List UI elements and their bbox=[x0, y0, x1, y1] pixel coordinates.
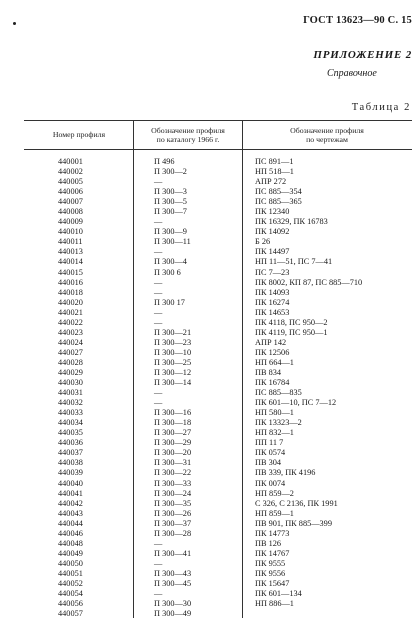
profile-number: 440050 bbox=[58, 558, 83, 568]
profile-number: 440021 bbox=[58, 307, 83, 317]
table-row bbox=[0, 187, 420, 197]
table-row bbox=[0, 539, 420, 549]
catalog-designation: П 300—28 bbox=[154, 528, 192, 538]
catalog-designation: П 300—49 bbox=[154, 609, 192, 619]
drawing-designation: ПК 8002, КП 87, ПС 885—710 bbox=[255, 277, 363, 287]
table-title: Таблица 2 bbox=[351, 102, 411, 113]
table-row bbox=[0, 398, 420, 408]
profile-number: 440028 bbox=[58, 357, 83, 367]
table-row bbox=[0, 318, 420, 328]
table-row bbox=[0, 298, 420, 308]
drawing-designation: ПК 9556 bbox=[255, 568, 286, 578]
drawing-designation: ПК 0074 bbox=[255, 478, 286, 488]
table-row bbox=[0, 569, 420, 579]
catalog-designation: П 300—29 bbox=[154, 438, 192, 448]
profile-number: 440035 bbox=[58, 428, 83, 438]
table-row bbox=[0, 278, 420, 288]
catalog-designation: П 300—43 bbox=[154, 568, 192, 578]
profile-number: 440022 bbox=[58, 317, 83, 327]
profile-number: 440057 bbox=[58, 609, 83, 619]
catalog-designation: П 300—9 bbox=[154, 227, 187, 237]
table-row bbox=[0, 207, 420, 217]
drawing-designation: ПК 14767 bbox=[255, 548, 290, 558]
table-row bbox=[0, 358, 420, 368]
appendix-status: Справочное bbox=[327, 68, 377, 79]
column-header-line: Обозначение профиля bbox=[290, 126, 364, 135]
table-row bbox=[0, 197, 420, 207]
table-row bbox=[0, 408, 420, 418]
table-row bbox=[0, 368, 420, 378]
catalog-designation: — bbox=[154, 307, 163, 317]
drawing-designation: ПС 885—365 bbox=[255, 197, 302, 207]
drawing-designation: ПК 13323—2 bbox=[255, 418, 302, 428]
table-row bbox=[0, 609, 420, 619]
catalog-designation: П 496 bbox=[154, 157, 175, 166]
drawing-designation: НП 859—2 bbox=[255, 488, 294, 498]
table-row bbox=[0, 257, 420, 267]
catalog-designation: — bbox=[154, 287, 163, 297]
drawing-designation: ПВ 126 bbox=[255, 538, 282, 548]
drawing-designation: ПП 11 7 bbox=[255, 438, 284, 448]
table-row bbox=[0, 489, 420, 499]
column-header-line: по каталогу 1966 г. bbox=[156, 135, 220, 144]
profile-number: 440033 bbox=[58, 408, 83, 418]
drawing-designation: АПР 142 bbox=[255, 337, 287, 347]
catalog-designation: П 300—33 bbox=[154, 478, 192, 488]
catalog-designation: П 300—26 bbox=[154, 508, 192, 518]
profile-number: 440041 bbox=[58, 488, 83, 498]
catalog-designation: П 300 17 bbox=[154, 297, 185, 307]
table-row bbox=[0, 288, 420, 298]
table-row bbox=[0, 549, 420, 559]
profile-number: 440039 bbox=[58, 468, 83, 478]
column-header-catalog bbox=[134, 126, 242, 144]
profile-number: 440034 bbox=[58, 418, 83, 428]
drawing-designation: НП 518—1 bbox=[255, 167, 294, 177]
table-row bbox=[0, 338, 420, 348]
catalog-designation: — bbox=[154, 317, 163, 327]
drawing-designation: ПС 885—835 bbox=[255, 388, 302, 398]
drawing-designation: ПВ 834 bbox=[255, 367, 282, 377]
catalog-designation: П 300 6 bbox=[154, 267, 181, 277]
catalog-designation: П 300—45 bbox=[154, 578, 192, 588]
catalog-designation: П 300—35 bbox=[154, 498, 192, 508]
table-row bbox=[0, 268, 420, 278]
table-row bbox=[0, 479, 420, 489]
drawing-designation: НП 859—1 bbox=[255, 508, 294, 518]
profile-number: 440014 bbox=[58, 257, 83, 267]
table-row bbox=[0, 378, 420, 388]
table-row bbox=[0, 217, 420, 227]
catalog-designation: П 300—14 bbox=[154, 378, 192, 388]
catalog-designation: П 300—31 bbox=[154, 458, 192, 468]
profile-number: 440049 bbox=[58, 548, 83, 558]
catalog-designation: П 300—12 bbox=[154, 367, 192, 377]
catalog-designation: П 300—30 bbox=[154, 599, 192, 609]
drawing-designation: ПС 7—23 bbox=[255, 267, 290, 277]
profile-number: 440048 bbox=[58, 538, 83, 548]
drawing-designation: НП 11—51, ПС 7—41 bbox=[255, 257, 333, 267]
profile-number: 440005 bbox=[58, 177, 83, 187]
catalog-designation: П 300—22 bbox=[154, 468, 192, 478]
profile-number: 440051 bbox=[58, 568, 83, 578]
table-row bbox=[0, 519, 420, 529]
drawing-designation: НП 832—1 bbox=[255, 428, 294, 438]
catalog-designation: П 300—24 bbox=[154, 488, 192, 498]
drawing-designation: Б 26 bbox=[255, 237, 271, 247]
catalog-designation: — bbox=[154, 589, 163, 599]
table-row bbox=[0, 247, 420, 257]
catalog-designation: П 300—37 bbox=[154, 518, 192, 528]
profile-number: 440011 bbox=[58, 237, 83, 247]
profile-number: 440043 bbox=[58, 508, 83, 518]
catalog-designation: П 300—41 bbox=[154, 548, 192, 558]
table-row bbox=[0, 388, 420, 398]
catalog-designation: — bbox=[154, 398, 163, 408]
drawing-designation: ПК 4118, ПС 950—2 bbox=[255, 317, 328, 327]
profile-number: 440016 bbox=[58, 277, 83, 287]
column-header-line: Номер профиля bbox=[52, 130, 106, 139]
profile-number: 440018 bbox=[58, 287, 83, 297]
catalog-designation: П 300—11 bbox=[154, 237, 191, 247]
profile-number: 440007 bbox=[58, 197, 83, 207]
catalog-designation: — bbox=[154, 217, 163, 227]
table-row bbox=[0, 448, 420, 458]
profile-number: 440038 bbox=[58, 458, 83, 468]
table-row bbox=[0, 237, 420, 247]
drawing-designation: НП 886—1 bbox=[255, 599, 294, 609]
table-row bbox=[0, 227, 420, 237]
table-row bbox=[0, 468, 420, 478]
profile-number: 440046 bbox=[58, 528, 83, 538]
catalog-designation: П 300—4 bbox=[154, 257, 187, 267]
drawing-designation: ПК 16274 bbox=[255, 297, 290, 307]
profile-number: 440044 bbox=[58, 518, 83, 528]
drawing-designation: ПК 14092 bbox=[255, 227, 290, 237]
catalog-designation: П 300—16 bbox=[154, 408, 192, 418]
page-mark bbox=[13, 22, 16, 25]
profile-number: 440054 bbox=[58, 589, 83, 599]
drawing-designation: НП 580—1 bbox=[255, 408, 294, 418]
table-row bbox=[0, 458, 420, 468]
catalog-designation: П 300—2 bbox=[154, 167, 187, 177]
profile-number: 440052 bbox=[58, 578, 83, 588]
column-header-drawing bbox=[243, 126, 411, 144]
profile-number: 440029 bbox=[58, 367, 83, 377]
drawing-designation: АПР 272 bbox=[255, 177, 287, 187]
profile-number: 440020 bbox=[58, 297, 83, 307]
profile-number: 440027 bbox=[58, 347, 83, 357]
column-header-code bbox=[26, 130, 132, 139]
profile-number: 440040 bbox=[58, 478, 83, 488]
drawing-designation: ПВ 339, ПК 4196 bbox=[255, 468, 316, 478]
profile-number: 440015 bbox=[58, 267, 83, 277]
catalog-designation: — bbox=[154, 558, 163, 568]
table-row bbox=[0, 499, 420, 509]
catalog-designation: — bbox=[154, 277, 163, 287]
drawing-designation: ПВ 304 bbox=[255, 458, 282, 468]
drawing-designation: ПК 14653 bbox=[255, 307, 290, 317]
drawing-designation: НП 664—1 bbox=[255, 357, 294, 367]
catalog-designation: П 300—3 bbox=[154, 187, 187, 197]
table-row bbox=[0, 167, 420, 177]
profile-number: 440006 bbox=[58, 187, 83, 197]
profile-number: 440009 bbox=[58, 217, 83, 227]
table-row bbox=[0, 328, 420, 338]
catalog-designation: П 300—23 bbox=[154, 337, 192, 347]
table-row bbox=[0, 438, 420, 448]
drawing-designation: ПК 9555 bbox=[255, 558, 286, 568]
table-row bbox=[0, 559, 420, 569]
drawing-designation: ПК 601—134 bbox=[255, 589, 302, 599]
profile-number: 440002 bbox=[58, 167, 83, 177]
appendix-title: ПРИЛОЖЕНИЕ 2 bbox=[313, 49, 412, 61]
drawing-designation: ПК 12506 bbox=[255, 347, 290, 357]
table-row bbox=[0, 509, 420, 519]
table-row bbox=[0, 157, 420, 167]
table-row bbox=[0, 589, 420, 599]
table-row bbox=[0, 428, 420, 438]
drawing-designation: ПВ 901, ПК 885—399 bbox=[255, 518, 332, 528]
profile-number: 440013 bbox=[58, 247, 83, 257]
catalog-designation: П 300—21 bbox=[154, 327, 192, 337]
profile-number: 440023 bbox=[58, 327, 83, 337]
profile-number: 440008 bbox=[58, 207, 83, 217]
table-row bbox=[0, 308, 420, 318]
drawing-designation: ПК 14093 bbox=[255, 287, 290, 297]
catalog-designation: П 300—7 bbox=[154, 207, 187, 217]
profile-number: 440042 bbox=[58, 498, 83, 508]
catalog-designation: П 300—20 bbox=[154, 448, 192, 458]
catalog-designation: П 300—10 bbox=[154, 347, 192, 357]
column-header-line: Обозначение профиля bbox=[151, 126, 225, 135]
table-row bbox=[0, 177, 420, 187]
column-header-line: по чертежам bbox=[306, 135, 348, 144]
drawing-designation: ПК 4119, ПС 950—1 bbox=[255, 327, 328, 337]
profile-number: 440056 bbox=[58, 599, 83, 609]
profile-number: 440032 bbox=[58, 398, 83, 408]
catalog-designation: П 300—25 bbox=[154, 357, 192, 367]
table-row bbox=[0, 529, 420, 539]
profile-number: 440001 bbox=[58, 157, 83, 166]
table-row bbox=[0, 599, 420, 609]
drawing-designation: ПК 601—10, ПС 7—12 bbox=[255, 398, 337, 408]
drawing-designation: ПК 12340 bbox=[255, 207, 290, 217]
table-body bbox=[0, 157, 420, 619]
table-row bbox=[0, 579, 420, 589]
catalog-designation: П 300—5 bbox=[154, 197, 187, 207]
drawing-designation: ПК 15647 bbox=[255, 578, 290, 588]
drawing-designation: ПК 14773 bbox=[255, 528, 290, 538]
catalog-designation: — bbox=[154, 388, 163, 398]
catalog-designation: — bbox=[154, 538, 163, 548]
catalog-designation: — bbox=[154, 247, 163, 257]
drawing-designation: ПК 16329, ПК 16783 bbox=[255, 217, 328, 227]
document-header: ГОСТ 13623—90 С. 15 bbox=[303, 15, 412, 26]
profile-number: 440037 bbox=[58, 448, 83, 458]
profile-number: 440024 bbox=[58, 337, 83, 347]
drawing-designation: ПС 885—354 bbox=[255, 187, 302, 197]
catalog-designation: П 300—27 bbox=[154, 428, 192, 438]
profile-number: 440031 bbox=[58, 388, 83, 398]
profile-number: 440036 bbox=[58, 438, 83, 448]
catalog-designation: — bbox=[154, 177, 163, 187]
profile-number: 440030 bbox=[58, 378, 83, 388]
profile-number: 440010 bbox=[58, 227, 83, 237]
drawing-designation: ПК 16784 bbox=[255, 378, 290, 388]
drawing-designation: ПК 0574 bbox=[255, 448, 286, 458]
drawing-designation: ПК 14497 bbox=[255, 247, 290, 257]
catalog-designation: П 300—18 bbox=[154, 418, 192, 428]
table-row bbox=[0, 348, 420, 358]
drawing-designation: С 326, С 2136, ПК 1991 bbox=[255, 498, 338, 508]
table-row bbox=[0, 418, 420, 428]
drawing-designation: ПС 891—1 bbox=[255, 157, 294, 166]
